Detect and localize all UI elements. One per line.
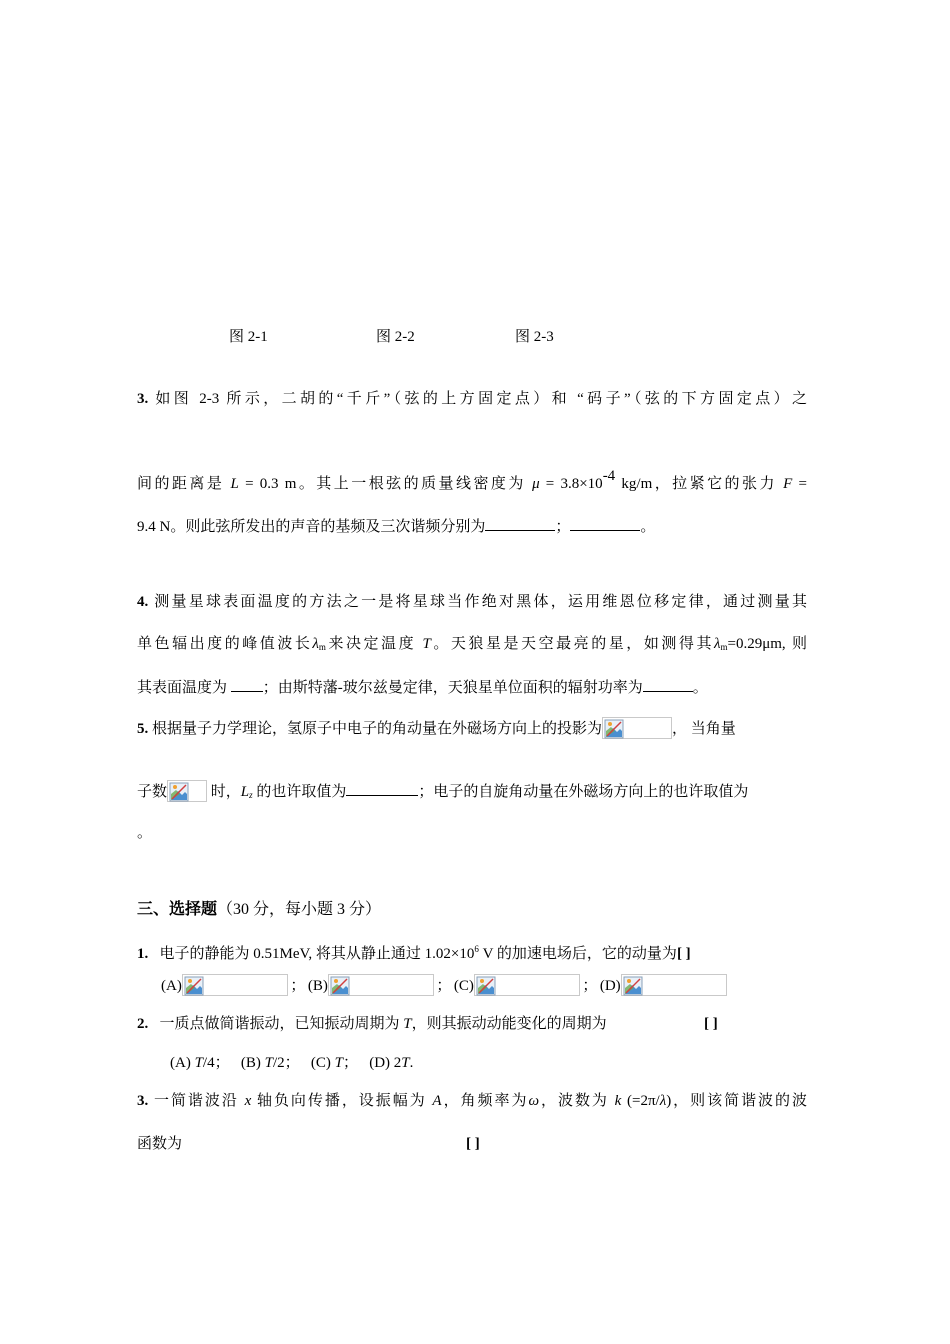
c3-var-k: k [614, 1093, 622, 1109]
q3-line-3 [137, 516, 807, 537]
q5-text-1a: 根据量子力学理论，氢原子中电子的角动量在外磁场方向上的投影为 [152, 721, 603, 737]
c3-text-2: 函数为 [137, 1136, 183, 1152]
c1-sep-3: ； [582, 978, 598, 994]
q4-var-T: T [422, 636, 431, 652]
q5-end: 。 [137, 825, 153, 841]
broken-image-icon [182, 974, 288, 996]
q3-answer-blank-1[interactable] [485, 516, 555, 531]
q3-text-2b: = 0.3 m。其上一根弦的质量线密度为 [238, 476, 533, 492]
c3-text-1f: )，则该简谐波的波 [666, 1093, 807, 1109]
q4-line-1 [137, 592, 807, 612]
c1-sep-2: ； [436, 978, 452, 994]
q3-var-L: L [230, 476, 239, 492]
c1-option-a-label[interactable]: (A) [161, 978, 182, 994]
c2-answer-bracket[interactable]: [ ] [704, 1016, 718, 1032]
c1-options [161, 974, 727, 997]
q3-line-1 [137, 389, 807, 409]
q5-text-1b: ， 当角量 [672, 721, 736, 737]
c3-var-x: x [244, 1093, 252, 1109]
q3-end: 。 [640, 519, 656, 535]
c1-text-b: V 的加速电场后，它的动量为 [478, 946, 677, 962]
c1-answer-bracket[interactable]: [ ] [676, 946, 691, 962]
q3-line-2 [137, 466, 807, 494]
q3-text-2e: = [792, 476, 807, 492]
q3-var-mu: μ [532, 476, 540, 492]
c3-var-A: A [432, 1093, 442, 1109]
c2-var-T: T [403, 1016, 412, 1032]
q4-text-3a: 其表面温度为 [137, 680, 231, 696]
c3-var-omega: ω [528, 1093, 540, 1109]
c3-text-1c: ，角频率为 [441, 1093, 529, 1109]
q5-sub-z: z [249, 790, 253, 800]
q3-text-2d: kg/m，拉紧它的张力 [615, 476, 784, 492]
q5-answer-blank-1[interactable] [346, 781, 418, 796]
c1-option-b-label[interactable]: (B) [307, 978, 328, 994]
q3-text-2c: = 3.8×10 [539, 476, 603, 492]
c1-number: 1. [137, 946, 149, 962]
q5-text-2c: 的也许取值为 [252, 784, 347, 800]
figure-caption-2-3: 图 2-3 [515, 329, 554, 345]
q5-line-3 [137, 823, 807, 843]
figure-caption-2-2: 图 2-2 [376, 329, 415, 345]
section-3-title: 三、选择题 [137, 901, 218, 918]
q4-line-3 [137, 677, 807, 698]
figure-caption-2-1: 图 2-1 [229, 329, 268, 345]
section-3-note: （30 分，每小题 3 分） [217, 901, 382, 918]
q4-text-2c: 。天狼星是天空最亮的星，如测得其 [430, 636, 714, 652]
c3-text-1e: (=2π/ [621, 1093, 660, 1109]
q4-text-1: 测量星球表面温度的方法之一是将星球当作绝对黑体，运用维恩位移定律，通过测量其 [154, 594, 808, 610]
c2-text-a: 一质点做简谐振动，已知振动周期为 [159, 1016, 404, 1032]
c3-answer-bracket[interactable]: [ ] [466, 1136, 480, 1152]
q5-text-2b: 时， [207, 784, 241, 800]
c3-line-1 [137, 1091, 807, 1111]
q3-number: 3. [137, 391, 149, 407]
c1-line-1 [137, 939, 807, 964]
c2-number: 2. [137, 1016, 149, 1032]
q4-answer-blank-2[interactable] [643, 677, 693, 692]
q3-answer-blank-2[interactable] [570, 516, 640, 531]
q4-text-2a: 单色辐出度的峰值波长 [137, 636, 313, 652]
c3-text-1b: 轴负向传播，设振幅为 [251, 1093, 433, 1109]
c2-option-c[interactable]: (C) T； [310, 1055, 358, 1071]
c2-options [170, 1053, 840, 1073]
q5-line-2 [137, 780, 807, 805]
q5-number: 5. [137, 721, 149, 737]
broken-image-icon [621, 974, 727, 996]
c2-option-a[interactable]: (A) T/4； [170, 1055, 230, 1071]
q5-text-2d: ；电子的自旋角动量在外磁场方向上的也许取值为 [418, 784, 749, 800]
c3-text-1d: ，波数为 [539, 1093, 615, 1109]
c2-text-b: ，则其振动动能变化的周期为 [411, 1016, 607, 1032]
c1-sep-1: ； [290, 978, 306, 994]
q4-text-2b: 来决定温度 [325, 636, 423, 652]
broken-image-icon [328, 974, 434, 996]
q4-var-lambda-2: λ [714, 636, 721, 652]
c1-option-c-label[interactable]: (C) [453, 978, 474, 994]
q3-separator: ； [555, 519, 571, 535]
q3-text-2a: 间的距离是 [137, 476, 231, 492]
q3-exponent: -4 [602, 468, 616, 484]
q4-sub-m: m [318, 642, 326, 652]
q4-text-2d: =0.29μm, 则 [727, 636, 807, 652]
q4-line-2 [137, 634, 807, 657]
q4-var-lambda: λ [312, 636, 319, 652]
q3-text-1: 如图 2-3 所示，二胡的“千斤”（弦的上方固定点）和 “码子”（弦的下方固定点）之 [155, 391, 807, 407]
c3-text-1a: 一简谐波沿 [153, 1093, 245, 1109]
q5-text-2a: 子数 [137, 784, 168, 800]
c3-number: 3. [137, 1093, 149, 1109]
q4-end: 。 [692, 680, 708, 696]
q5-var-L: L [240, 784, 250, 800]
broken-image-icon [167, 780, 207, 802]
section-3-heading [137, 900, 807, 920]
c2-option-b[interactable]: (B) T/2； [240, 1055, 300, 1071]
c1-option-d-label[interactable]: (D) [599, 978, 621, 994]
q5-line-1 [137, 717, 807, 739]
broken-image-icon [474, 974, 580, 996]
c1-text-a: 电子的静能为 0.51MeV, 将其从静止通过 1.02×10 [159, 946, 475, 962]
q4-number: 4. [137, 594, 149, 610]
c3-var-lambda: λ [659, 1093, 667, 1109]
q3-text-3: 9.4 N。则此弦所发出的声音的基频及三次谐频分别为 [137, 519, 486, 535]
c2-option-d[interactable]: (D) 2T. [369, 1055, 414, 1071]
q3-var-F: F [783, 476, 793, 492]
q4-answer-blank-1[interactable] [231, 677, 263, 692]
broken-image-icon [602, 717, 672, 739]
q4-text-3b: ；由斯特藩-玻尔兹曼定律，天狼星单位面积的辐射功率为 [262, 680, 643, 696]
c1-exponent: 6 [474, 944, 479, 954]
q4-sub-m-2: m [720, 642, 728, 652]
